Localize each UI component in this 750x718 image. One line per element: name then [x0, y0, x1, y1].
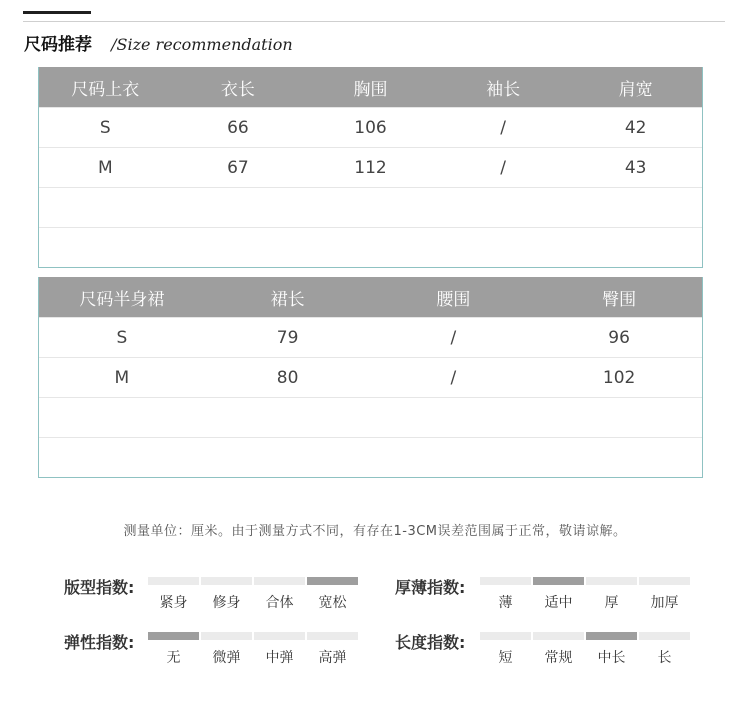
scale-bar — [307, 632, 358, 640]
table-cell: / — [450, 327, 457, 348]
scale-label: 加厚 — [650, 595, 679, 611]
scale-label: 常规 — [544, 650, 573, 666]
table-cell: M — [114, 367, 130, 388]
empty-row — [39, 437, 702, 477]
table-cell: / — [500, 157, 506, 178]
scale-label: 薄 — [498, 595, 513, 611]
scale-bar — [586, 577, 637, 585]
table-cell: 80 — [276, 367, 299, 388]
scale-segment — [307, 577, 358, 612]
scale-label: 厚 — [604, 595, 619, 611]
thickness-index-label: 厚薄指数: — [395, 578, 466, 597]
table-cell: S — [116, 327, 128, 348]
table-cell: 43 — [624, 157, 647, 178]
scale-bar — [480, 577, 531, 585]
scale-segment — [254, 632, 305, 667]
scale-label: 适中 — [544, 595, 573, 611]
table-row — [39, 357, 702, 397]
table-header — [39, 277, 702, 317]
scale-label: 中长 — [597, 650, 626, 666]
scale-bar-selected — [533, 577, 584, 585]
length-index-scale — [480, 632, 690, 667]
scale-label: 中弹 — [265, 650, 294, 666]
table-cell: 67 — [227, 157, 249, 178]
table-cell: 66 — [227, 117, 249, 138]
scale-segment — [307, 632, 358, 667]
empty-row — [39, 227, 702, 267]
header-divider — [23, 21, 725, 22]
header-cell: 尺码上衣 — [71, 79, 140, 100]
scale-label: 宽松 — [318, 595, 347, 611]
header-cell: 臀围 — [602, 289, 637, 310]
scale-label: 紧身 — [159, 595, 188, 611]
scale-segment — [148, 632, 199, 667]
measurement-note: 测量单位：厘米。由于测量方式不同，有存在1-3CM误差范围属于正常，敬请谅解。 — [123, 524, 627, 539]
scale-label: 微弹 — [212, 650, 241, 666]
thickness-index-scale — [480, 577, 690, 612]
header-cell: 袖长 — [486, 79, 521, 100]
table-row — [39, 147, 702, 187]
table-cell: 106 — [354, 117, 387, 138]
header-accent-line — [23, 11, 91, 14]
scale-bar — [201, 577, 252, 585]
scale-label: 高弹 — [318, 650, 347, 666]
fit-index-scale — [148, 577, 358, 612]
scale-bar-selected — [307, 577, 358, 585]
heading-cn: 尺码推荐 — [24, 35, 92, 55]
table-cell: 102 — [602, 367, 636, 388]
table-cell: / — [500, 117, 506, 138]
skirt-size-table — [38, 277, 703, 478]
table-cell: 96 — [608, 327, 630, 348]
table-cell: M — [97, 157, 113, 178]
scale-bar — [201, 632, 252, 640]
scale-segment — [533, 632, 584, 667]
section-heading — [24, 30, 293, 56]
scale-segment — [480, 577, 531, 612]
header-cell: 腰围 — [436, 289, 471, 310]
scale-segment — [586, 577, 637, 612]
elasticity-index-label: 弹性指数: — [64, 633, 135, 652]
length-index-label: 长度指数: — [395, 633, 466, 652]
scale-segment — [480, 632, 531, 667]
table-row — [39, 107, 702, 147]
scale-bar-selected — [586, 632, 637, 640]
table-row — [39, 317, 702, 357]
scale-bar — [254, 577, 305, 585]
scale-label: 长 — [657, 650, 672, 666]
scale-segment — [201, 632, 252, 667]
scale-label: 修身 — [212, 595, 241, 611]
table-header — [39, 67, 702, 107]
scale-label: 短 — [498, 650, 513, 666]
header-cell: 裙长 — [270, 289, 305, 310]
scale-segment — [533, 577, 584, 612]
table-cell: 42 — [624, 117, 647, 138]
empty-row — [39, 397, 702, 437]
scale-bar — [639, 632, 690, 640]
scale-bar — [639, 577, 690, 585]
header-cell: 尺码半身裙 — [79, 289, 165, 310]
scale-bar — [480, 632, 531, 640]
scale-label: 无 — [166, 650, 181, 666]
top-size-table — [38, 67, 703, 268]
scale-bar — [533, 632, 584, 640]
scale-bar — [254, 632, 305, 640]
scale-segment — [639, 632, 690, 667]
table-cell: 112 — [354, 157, 387, 178]
table-cell: 79 — [276, 327, 299, 348]
table-cell: S — [99, 117, 111, 138]
scale-label: 合体 — [265, 595, 294, 611]
empty-row — [39, 187, 702, 227]
elasticity-index-scale — [148, 632, 358, 667]
table-cell: / — [450, 367, 457, 388]
header-cell: 胸围 — [353, 79, 388, 100]
heading-en: /Size recommendation — [111, 35, 293, 54]
scale-segment — [201, 577, 252, 612]
scale-bar-selected — [148, 632, 199, 640]
header-cell: 肩宽 — [618, 79, 653, 100]
header-cell: 衣长 — [220, 79, 255, 100]
scale-segment — [586, 632, 637, 667]
fit-index-label: 版型指数: — [64, 578, 135, 597]
scale-segment — [148, 577, 199, 612]
scale-segment — [254, 577, 305, 612]
scale-segment — [639, 577, 690, 612]
scale-bar — [148, 577, 199, 585]
